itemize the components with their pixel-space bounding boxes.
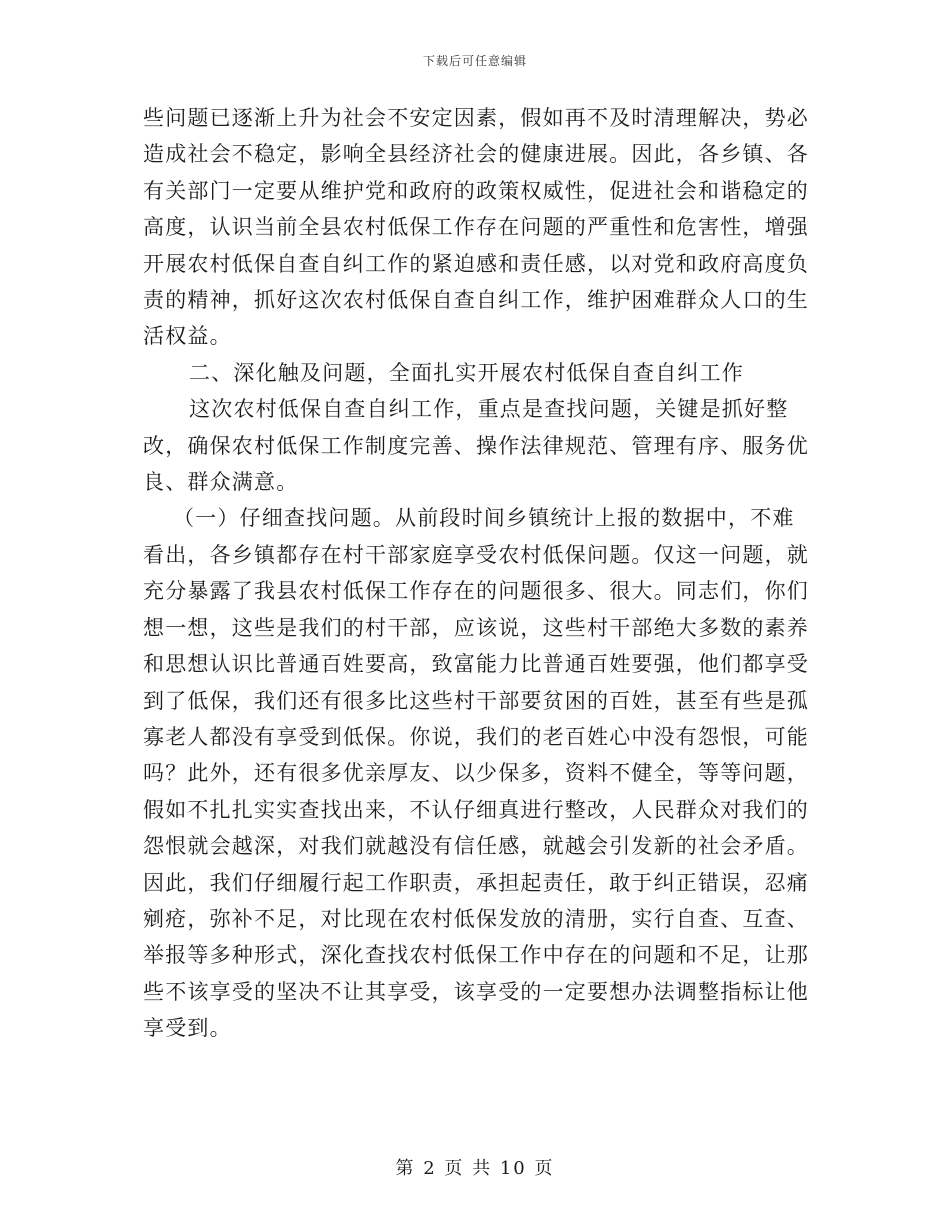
page-number: 第 2 页 共 10 页 — [395, 1158, 555, 1179]
section-heading: 二、深化触及问题，全面扎实开展农村低保自查自纠工作 — [189, 360, 744, 385]
document-body — [143, 100, 813, 1047]
paragraph-subsection-one: （一）仔细查找问题。从前段时间乡镇统计上报的数据中，不难看出，各乡镇都存在村干部家庭享受农村低保问题。仅这一问题，就充分暴露了我县农村低保工作存在的问题很多、很大。同志们，你们想一想，这些是我们的村干部，应该说，这些村干部绝大多数的素养和思想认识比普通百姓要高，致富能力比普通百姓要强，他们都享受到了低保，我们还有很多比这些村干部要贫困的百姓，甚至有些是孤寡老人都没有享受到低保。你说，我们的老百姓心中没有怨恨，可能吗？此外，还有很多优亲厚友、以少保多，资料不健全，等等问题，假如不扎扎实实查找出来，不认仔细真进行整改，人民群众对我们的怨恨就会越深，对我们就越没有信任感，就越会引发新的社会矛盾。因此，我们仔细履行起工作职责，承担起责任，敢于纠正错误，忍痛剜疮，弥补不足，对比现在农村低保发放的清册，实行自查、互查、举报等多种形式，深化查找农村低保工作中存在的问题和不足，让那些不该享受的坚决不让其享受，该享受的一定要想办法调整指标让他享受到。 — [143, 506, 809, 1041]
paragraph-continuation: 些问题已逐渐上升为社会不安定因素，假如再不及时清理解决，势必造成社会不稳定，影响全县经济社会的健康进展。因此，各乡镇、各有关部门一定要从维护党和政府的政策权威性，促进社会和谐稳定的高度，认识当前全县农村低保工作存在问题的严重性和危害性，增强开展农村低保自查自纠工作的紧迫感和责任感，以对党和政府高度负责的精神，抓好这次农村低保自查自纠工作，维护困难群众人口的生活权益。 — [143, 106, 809, 349]
page-header-note: 下载后可任意编辑 — [422, 54, 527, 68]
paragraph-intro: 这次农村低保自查自纠工作，重点是查找问题，关键是抓好整改，确保农村低保工作制度完善、操作法律规范、管理有序、服务优良、群众满意。 — [143, 397, 809, 495]
